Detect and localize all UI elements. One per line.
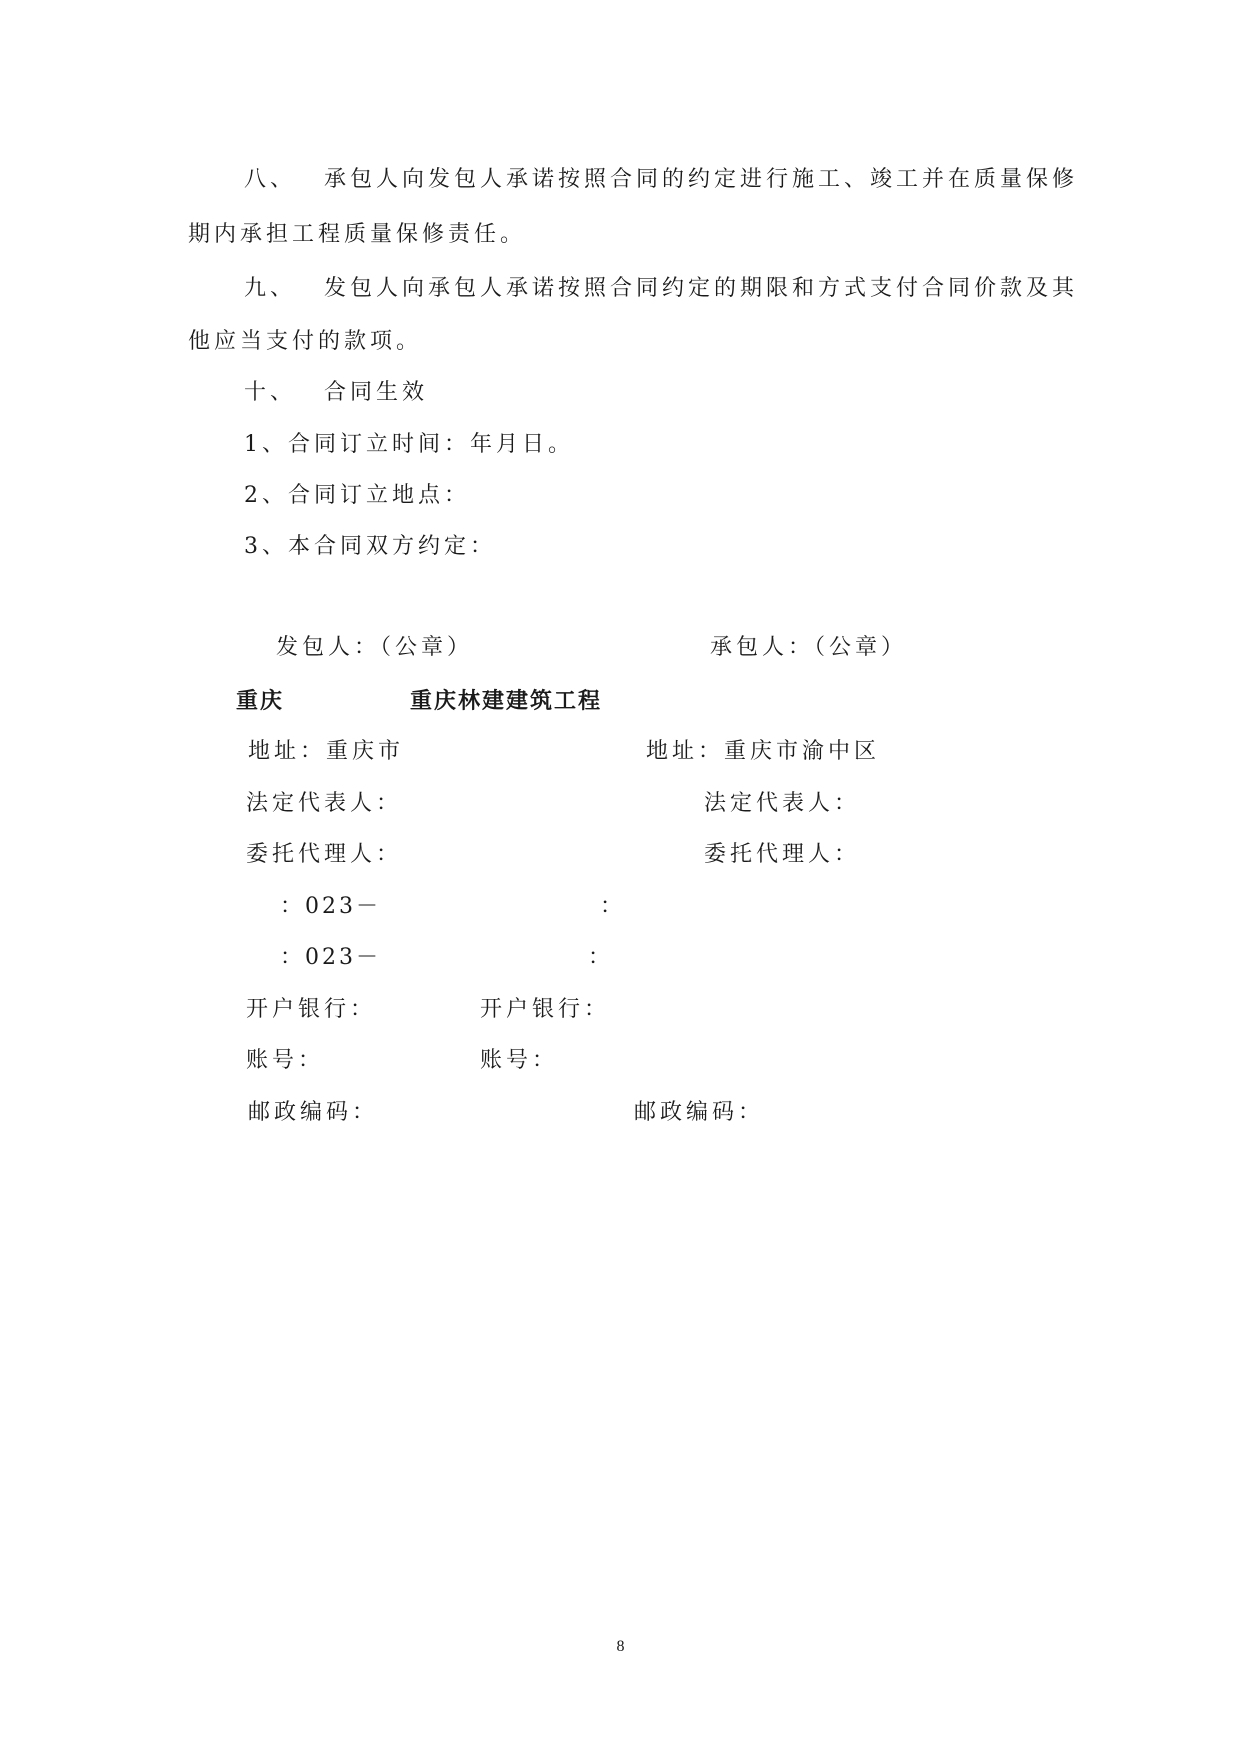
clause-8-number: 八、 bbox=[244, 167, 297, 192]
clause-10-item-1: 1、合同订立时间：年月日。 bbox=[244, 432, 574, 457]
employer-phone: ：023－ bbox=[280, 894, 381, 919]
contractor-legal-rep: 法定代表人： bbox=[704, 791, 861, 816]
employer-fax: ：023－ bbox=[280, 945, 381, 970]
contractor-seal-label: 承包人：（公章） bbox=[710, 635, 908, 660]
employer-account: 账号： bbox=[246, 1048, 325, 1073]
contractor-name: 重庆林建建筑工程 bbox=[410, 688, 603, 714]
employer-agent: 委托代理人： bbox=[246, 842, 403, 867]
employer-address: 地址：重庆市 bbox=[248, 739, 405, 764]
contractor-account: 账号： bbox=[480, 1048, 559, 1073]
employer-postcode: 邮政编码： bbox=[248, 1100, 379, 1125]
employer-seal-label: 发包人：（公章） bbox=[276, 635, 474, 660]
contractor-agent: 委托代理人： bbox=[704, 842, 861, 867]
contractor-postcode: 邮政编码： bbox=[634, 1100, 765, 1125]
employer-legal-rep: 法定代表人： bbox=[246, 791, 403, 816]
clause-10-item-3: 3、本合同双方约定： bbox=[244, 534, 496, 559]
clause-10-text: 合同生效 bbox=[324, 380, 429, 405]
contractor-fax: ： bbox=[588, 945, 614, 970]
clause-8-text: 承包人向发包人承诺按照合同的约定进行施工、竣工并在质量保修 bbox=[324, 167, 1079, 192]
contractor-bank: 开户银行： bbox=[480, 997, 611, 1022]
clause-9-number: 九、 bbox=[244, 276, 297, 301]
contractor-phone: ： bbox=[600, 894, 626, 919]
clause-10-item-2: 2、合同订立地点： bbox=[244, 483, 470, 508]
clause-10-number: 十、 bbox=[244, 380, 297, 405]
clause-9-continuation: 他应当支付的款项。 bbox=[188, 329, 423, 354]
contractor-address: 地址：重庆市渝中区 bbox=[646, 739, 881, 764]
employer-name: 重庆 bbox=[236, 688, 285, 714]
employer-bank: 开户银行： bbox=[246, 997, 377, 1022]
page-number: 8 bbox=[616, 1638, 625, 1655]
clause-8-continuation: 期内承担工程质量保修责任。 bbox=[188, 222, 527, 247]
clause-9-text: 发包人向承包人承诺按照合同约定的期限和方式支付合同价款及其 bbox=[324, 276, 1079, 301]
